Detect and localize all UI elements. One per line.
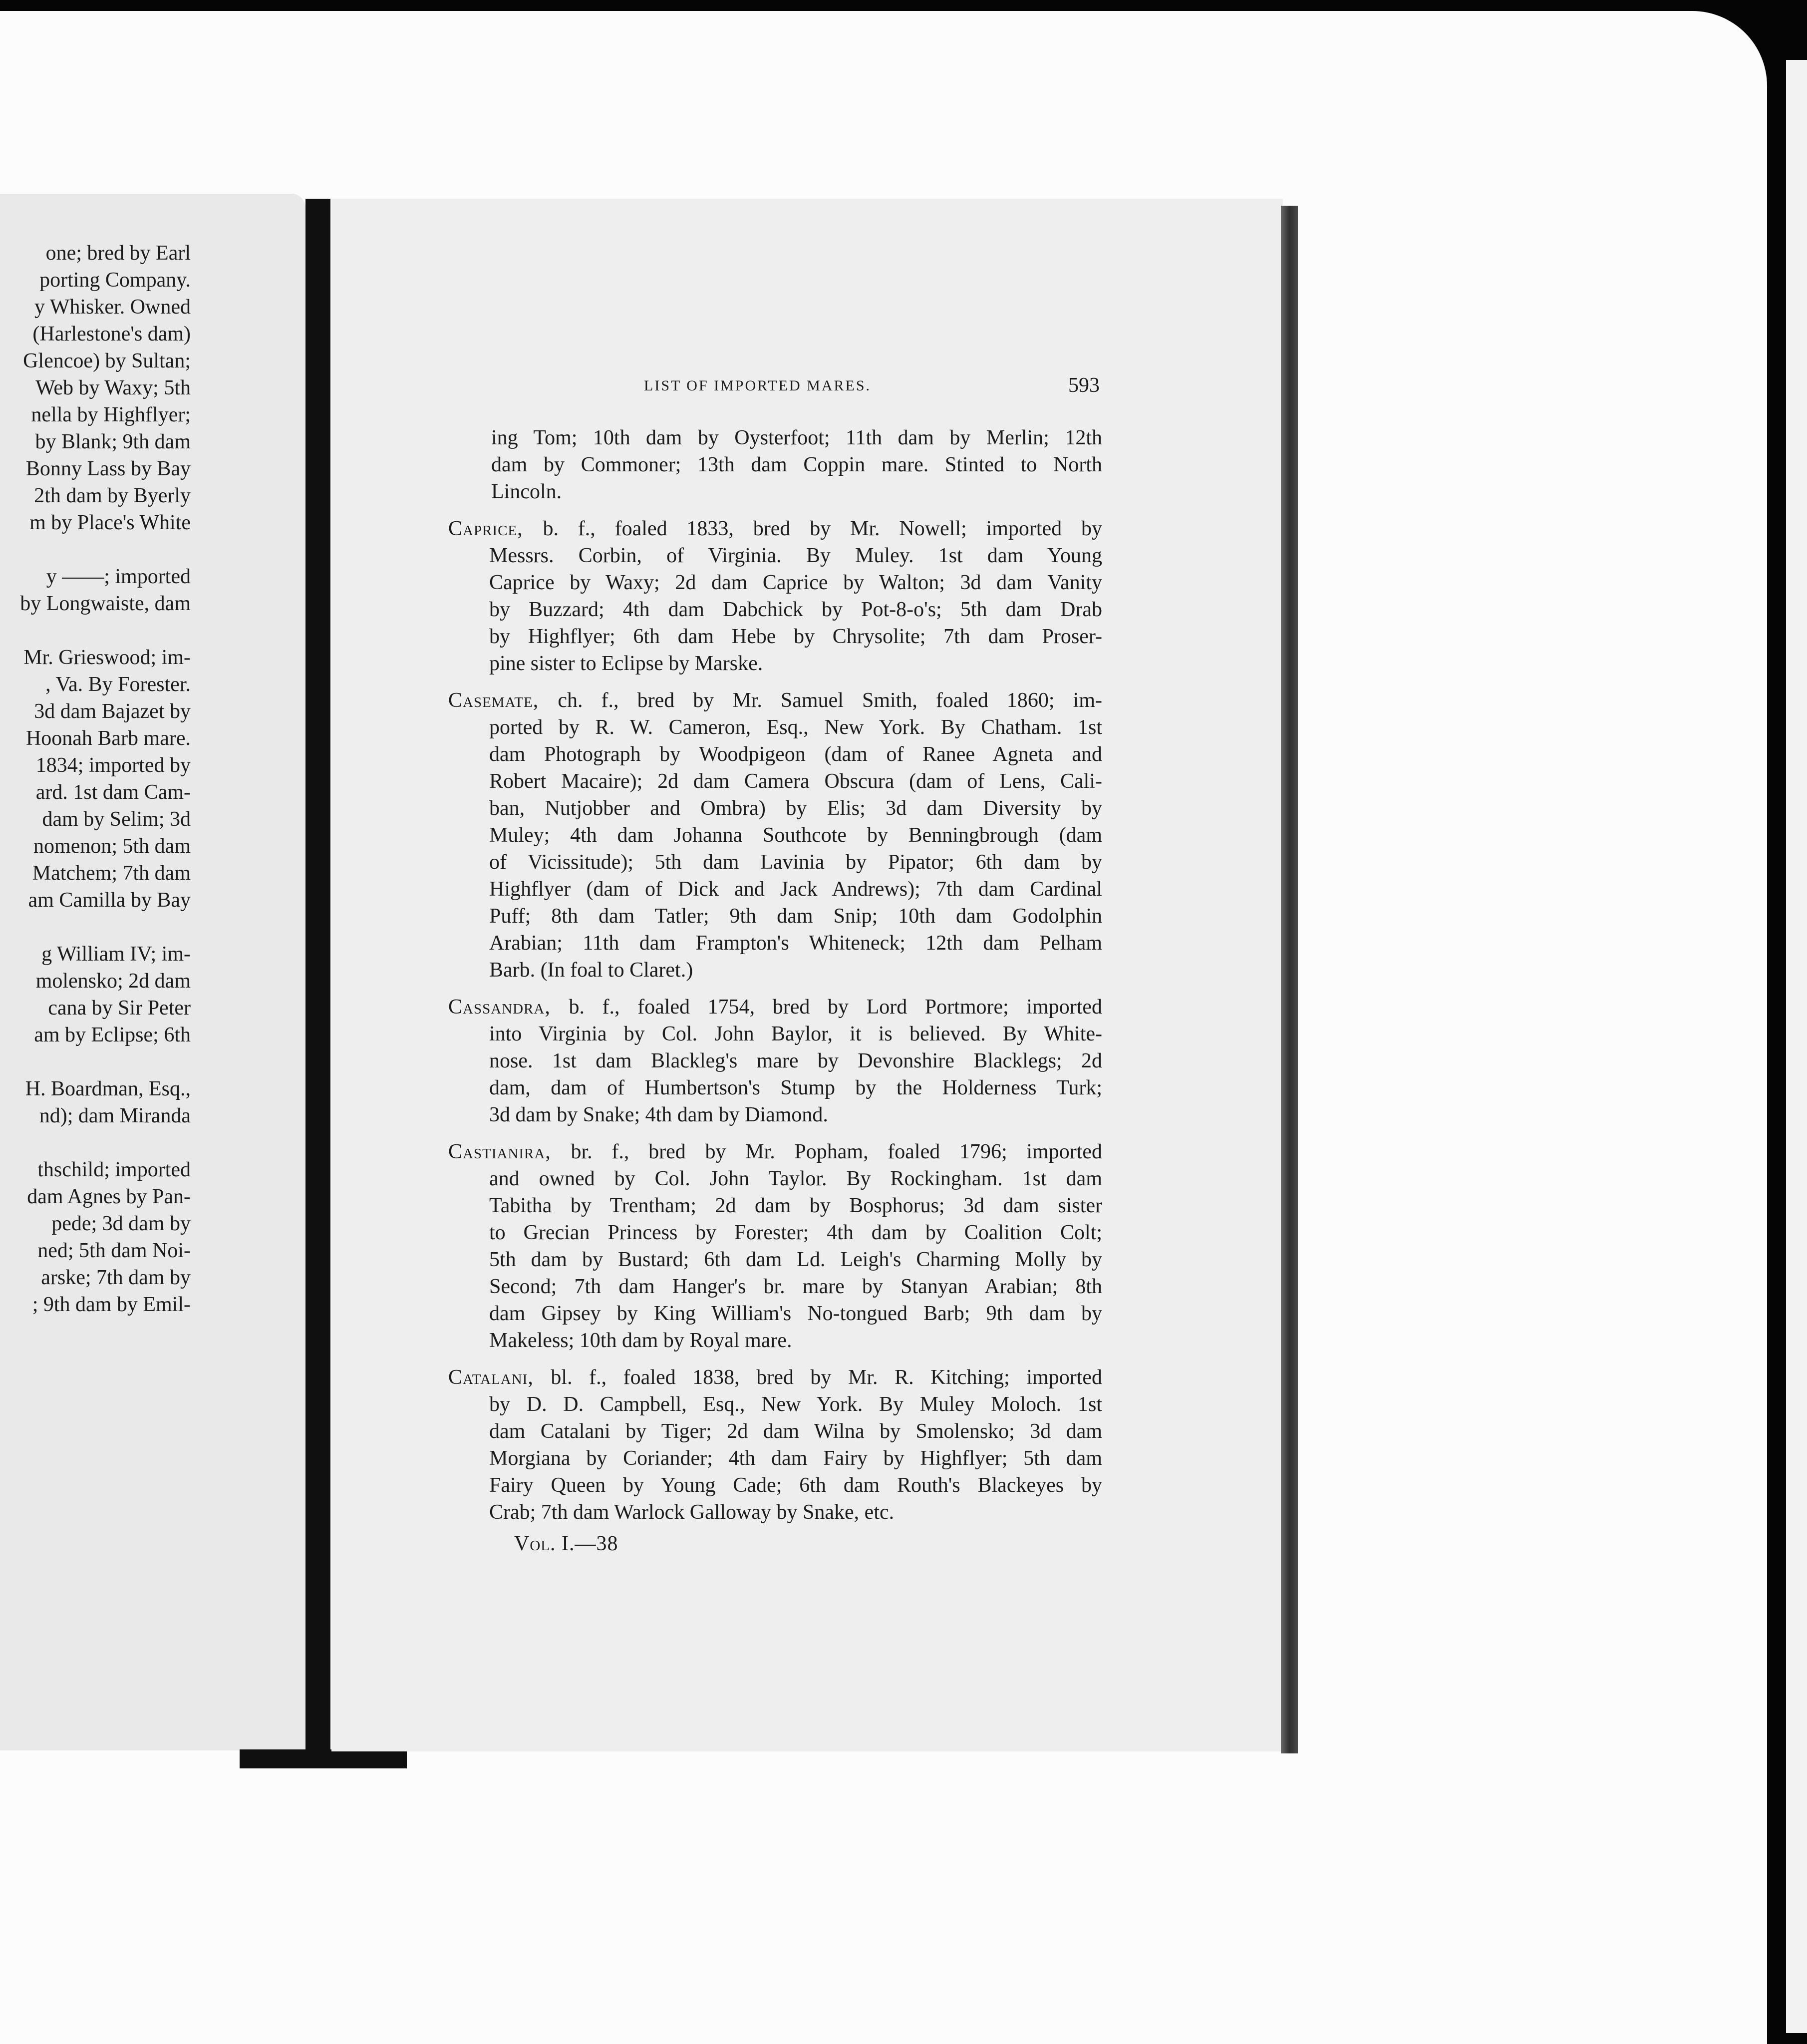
left-page-text-line: 1834; imported by	[35, 754, 191, 777]
entry-line: Tabitha by Trentham; 2d dam by Bosphorus; 3d dam sister	[489, 1194, 1102, 1217]
left-page-text-line: ard. 1st dam Cam-	[35, 781, 191, 804]
entry-first-line: Cassandra, b. f., foaled 1754, bred by Lord Portmore; imported	[448, 996, 1103, 1019]
left-page-text-line: am by Eclipse; 6th	[34, 1023, 191, 1046]
left-page-text-line: Hoonah Barb mare.	[25, 727, 191, 750]
entry-line: dam, dam of Humbertson's Stump by the Holderness Turk;	[489, 1076, 1102, 1099]
continuation-line: dam by Commoner; 13th dam Coppin mare. Stinted to North	[491, 453, 1102, 476]
book-spine	[305, 199, 330, 1751]
entry-line: Fairy Queen by Young Cade; 6th dam Routh's Blackeyes by	[489, 1474, 1102, 1497]
left-page-text-line: nella by Highflyer;	[31, 403, 191, 426]
entry-first-line: Caprice, b. f., foaled 1833, bred by Mr. Nowell; imported by	[448, 517, 1102, 540]
entry-line: Caprice by Waxy; 2d dam Caprice by Walton; 3d dam Vanity	[489, 571, 1102, 594]
entry-line: Second; 7th dam Hanger's br. mare by Stanyan Arabian; 8th	[489, 1275, 1102, 1298]
left-page-text-line: pede; 3d dam by	[51, 1212, 191, 1235]
left-page-text-line: Glencoe) by Sultan;	[23, 349, 191, 372]
left-page-text-line: 3d dam Bajazet by	[34, 700, 191, 723]
entry-name: Catalani,	[448, 1366, 551, 1389]
left-page-text-line: thschild; imported	[37, 1158, 191, 1181]
signature-mark: Vol. I.—38	[514, 1532, 618, 1555]
left-page-text-line: Web by Waxy; 5th	[35, 376, 191, 399]
entry-line: by Highflyer; 6th dam Hebe by Chrysolite; 7th dam Proser-	[489, 625, 1102, 648]
left-page-text-line: dam Agnes by Pan-	[27, 1185, 191, 1208]
left-page-text-line: cana by Sir Peter	[48, 997, 191, 1020]
left-page-text-line: by Blank; 9th dam	[35, 430, 191, 453]
running-header: LIST OF IMPORTED MARES.	[644, 377, 872, 394]
left-page-text-line: y Whisker. Owned	[34, 296, 191, 319]
entry-line: by D. D. Campbell, Esq., New York. By Muley Moloch. 1st	[489, 1393, 1102, 1416]
entry-line: 3d dam by Snake; 4th dam by Diamond.	[489, 1103, 828, 1126]
entry-line: ban, Nutjobber and Ombra) by Elis; 3d dam Diversity by	[489, 797, 1102, 820]
left-page-text-line: , Va. By Forester.	[45, 673, 191, 696]
left-page-text-line: nomenon; 5th dam	[33, 835, 191, 858]
entry-line: Makeless; 10th dam by Royal mare.	[489, 1329, 792, 1352]
entry-first-line: Castianira, br. f., bred by Mr. Popham, foaled 1796; imported	[448, 1140, 1102, 1163]
left-page-text-line: Bonny Lass by Bay	[25, 457, 191, 480]
page-edge	[1281, 206, 1298, 1753]
entry-line: Puff; 8th dam Tatler; 9th dam Snip; 10th dam Godolphin	[489, 905, 1102, 928]
entry-first-line: Catalani, bl. f., foaled 1838, bred by Mr. R. Kitching; imported	[448, 1366, 1102, 1389]
entry-line: ported by R. W. Cameron, Esq., New York. By Chatham. 1st	[489, 716, 1102, 739]
entry-line: Barb. (In foal to Claret.)	[489, 959, 693, 982]
entry-name: Castianira,	[448, 1140, 571, 1163]
left-page-text-line: porting Company.	[39, 269, 191, 292]
left-page-text-line: one; bred by Earl	[45, 242, 191, 265]
page-number: 593	[1068, 374, 1100, 397]
entry-line: Arabian; 11th dam Frampton's Whiteneck; 12th dam Pelham	[489, 932, 1102, 955]
left-page-text-line: arske; 7th dam by	[41, 1266, 191, 1289]
entry-line: Crab; 7th dam Warlock Galloway by Snake, etc.	[489, 1501, 895, 1524]
entry-line: Robert Macaire); 2d dam Camera Obscura (dam of Lens, Cali-	[489, 770, 1102, 793]
left-page-text-line: m by Place's White	[29, 511, 191, 534]
entry-name: Cassandra,	[448, 996, 569, 1019]
left-page-text-line: Matchem; 7th dam	[32, 862, 191, 885]
entry-line: Messrs. Corbin, of Virginia. By Muley. 1st dam Young	[489, 544, 1102, 567]
left-page-text-line: nd); dam Miranda	[39, 1104, 191, 1127]
left-page-text-line: Mr. Grieswood; im-	[23, 646, 191, 669]
entry-line: dam Gipsey by King William's No-tongued Barb; 9th dam by	[489, 1302, 1102, 1325]
left-page-text-line: molensko; 2d dam	[35, 970, 191, 993]
entry-first-line: Casemate, ch. f., bred by Mr. Samuel Smith, foaled 1860; im-	[448, 689, 1102, 712]
left-page-text-line: (Harlestone's dam)	[32, 323, 191, 345]
entry-name: Casemate,	[448, 689, 558, 712]
entry-line: of Vicissitude); 5th dam Lavinia by Pipator; 6th dam by	[489, 851, 1102, 874]
entry-line: nose. 1st dam Blackleg's mare by Devonshire Blacklegs; 2d	[489, 1049, 1102, 1072]
left-page	[0, 194, 305, 1750]
left-page-text-line: am Camilla by Bay	[28, 889, 191, 912]
entry-line: Highflyer (dam of Dick and Jack Andrews); 7th dam Cardinal	[489, 878, 1102, 901]
continuation-line: Lincoln.	[491, 480, 562, 503]
book-spine-base	[240, 1749, 407, 1768]
left-page-text-line: ned; 5th dam Noi-	[37, 1239, 191, 1262]
left-page-text-line: g William IV; im-	[41, 943, 191, 966]
entry-line: Morgiana by Coriander; 4th dam Fairy by Highflyer; 5th dam	[489, 1447, 1102, 1470]
entry-line: and owned by Col. John Taylor. By Rockingham. 1st dam	[489, 1167, 1102, 1190]
left-page-text-line: y ——; imported	[46, 565, 191, 588]
entry-name: Caprice,	[448, 517, 543, 540]
left-page-text-line: by Longwaiste, dam	[20, 592, 191, 615]
entry-line: dam Photograph by Woodpigeon (dam of Ranee Agneta and	[489, 743, 1102, 766]
entry-line: to Grecian Princess by Forester; 4th dam by Coalition Colt;	[489, 1221, 1102, 1244]
left-page-text-line: ; 9th dam by Emil-	[32, 1293, 191, 1316]
entry-line: 5th dam by Bustard; 6th dam Ld. Leigh's Charming Molly by	[489, 1248, 1102, 1271]
entry-line: by Buzzard; 4th dam Dabchick by Pot-8-o's; 5th dam Drab	[489, 598, 1102, 621]
continuation-line: ing Tom; 10th dam by Oysterfoot; 11th dam by Merlin; 12th	[491, 426, 1102, 449]
left-page-text-line: 2th dam by Byerly	[34, 484, 191, 507]
entry-line: Muley; 4th dam Johanna Southcote by Benningbrough (dam	[489, 824, 1102, 847]
film-edge-strip	[1786, 60, 1807, 2033]
left-page-text-line: H. Boardman, Esq.,	[25, 1077, 191, 1100]
left-page-text-line: dam by Selim; 3d	[42, 808, 191, 831]
entry-line: dam Catalani by Tiger; 2d dam Wilna by Smolensko; 3d dam	[489, 1420, 1102, 1443]
entry-line: pine sister to Eclipse by Marske.	[489, 652, 763, 675]
entry-line: into Virginia by Col. John Baylor, it is believed. By White-	[489, 1022, 1102, 1045]
